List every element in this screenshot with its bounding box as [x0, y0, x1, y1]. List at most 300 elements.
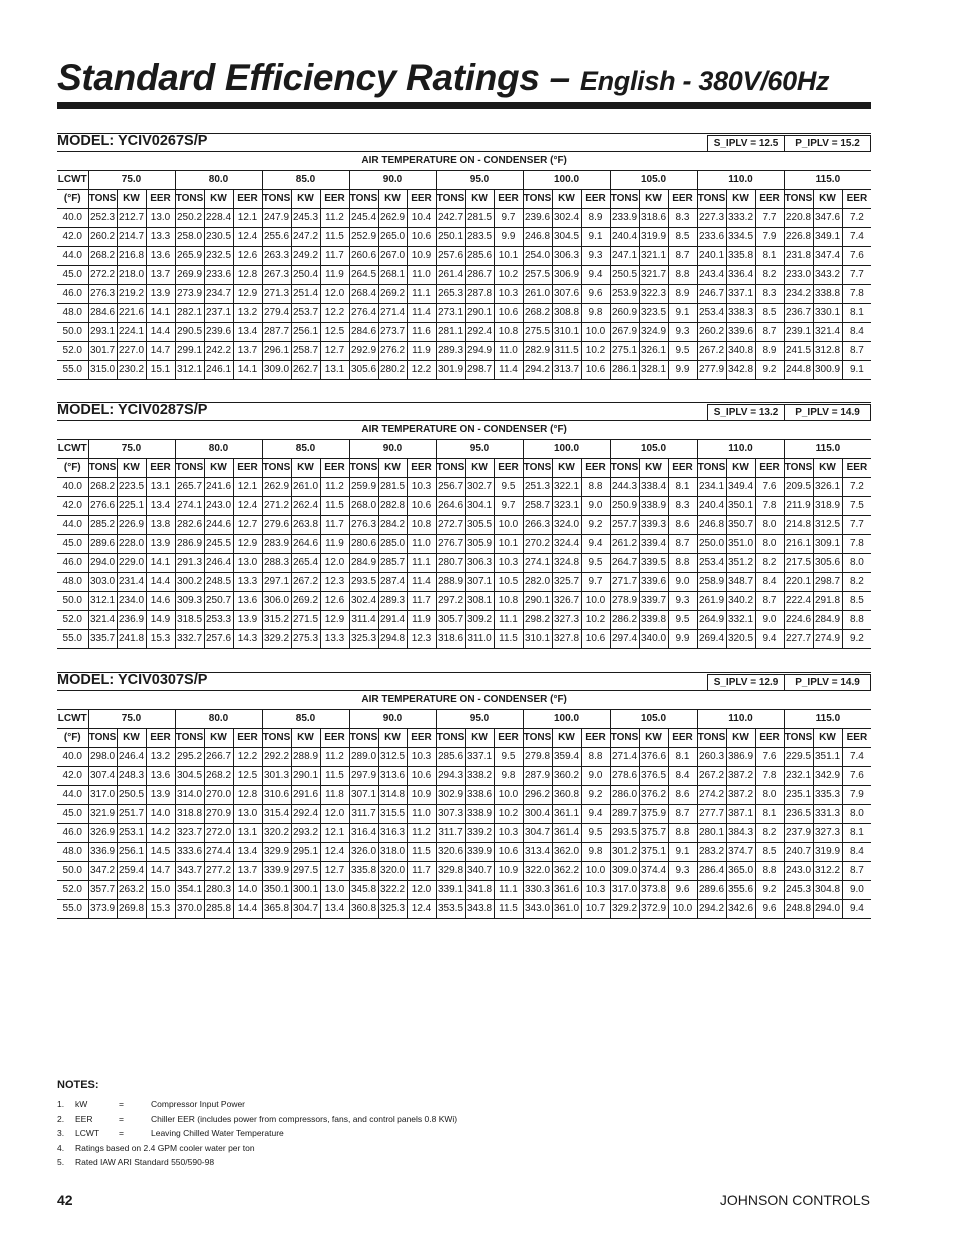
- rating-cell: 335.3: [813, 786, 842, 805]
- rating-cell: 293.2: [291, 824, 320, 843]
- rating-cell: 327.3: [552, 611, 581, 630]
- rating-cell: 12.4: [407, 900, 436, 919]
- rating-cell: 11.5: [407, 843, 436, 862]
- rating-cell: 7.7: [842, 516, 871, 535]
- rating-cell: 286.4: [697, 862, 726, 881]
- rating-cell: 10.1: [494, 247, 523, 266]
- rating-cell: 311.7: [436, 824, 465, 843]
- lcwt-cell: 48.0: [57, 573, 88, 592]
- rating-cell: 252.3: [88, 209, 117, 228]
- rating-cell: 286.9: [175, 535, 204, 554]
- rating-cell: 236.7: [784, 304, 813, 323]
- lcwt-cell: 50.0: [57, 592, 88, 611]
- rating-cell: 9.4: [581, 805, 610, 824]
- rating-cell: 10.6: [407, 228, 436, 247]
- rating-cell: 8.7: [668, 247, 697, 266]
- rating-cell: 318.8: [175, 805, 204, 824]
- rating-cell: 269.8: [117, 900, 146, 919]
- unit-header: (°F): [57, 729, 88, 748]
- rating-cell: 8.0: [755, 516, 784, 535]
- rating-cell: 294.9: [465, 342, 494, 361]
- rating-cell: 13.0: [146, 209, 175, 228]
- rating-cell: 8.1: [755, 247, 784, 266]
- rating-cell: 290.5: [175, 323, 204, 342]
- rating-cell: 287.8: [465, 285, 494, 304]
- rating-cell: 267.2: [291, 573, 320, 592]
- rating-cell: 8.7: [668, 535, 697, 554]
- rating-cell: 276.2: [378, 342, 407, 361]
- rating-cell: 289.6: [88, 535, 117, 554]
- rating-cell: 365.8: [262, 900, 291, 919]
- rating-cell: 318.6: [639, 209, 668, 228]
- sub-column-header: TONS: [523, 729, 552, 748]
- air-temp-column-header: 110.0: [697, 171, 784, 190]
- rating-cell: 13.6: [146, 247, 175, 266]
- rating-cell: 9.5: [668, 611, 697, 630]
- air-temp-column-header: 80.0: [175, 710, 262, 729]
- rating-cell: 15.0: [146, 881, 175, 900]
- ratings-table: [57, 151, 871, 380]
- rating-cell: 308.1: [465, 592, 494, 611]
- rating-cell: 251.3: [523, 478, 552, 497]
- rating-cell: 226.8: [784, 228, 813, 247]
- rating-cell: 217.5: [784, 554, 813, 573]
- rating-cell: 269.2: [291, 592, 320, 611]
- rating-cell: 9.5: [581, 554, 610, 573]
- rating-cell: 325.3: [349, 630, 378, 649]
- rating-cell: 256.7: [436, 478, 465, 497]
- air-temp-column-header: 105.0: [610, 440, 697, 459]
- sub-column-header: EER: [755, 459, 784, 478]
- sub-column-header: TONS: [175, 190, 204, 209]
- sub-column-header: TONS: [349, 459, 378, 478]
- rating-cell: 9.6: [581, 285, 610, 304]
- unit-header-row: [57, 459, 871, 478]
- lcwt-cell: 46.0: [57, 554, 88, 573]
- note-item: [57, 1112, 457, 1127]
- sub-column-header: EER: [755, 729, 784, 748]
- rating-cell: 267.0: [378, 247, 407, 266]
- rating-cell: 297.2: [436, 592, 465, 611]
- rating-cell: 250.1: [436, 228, 465, 247]
- rating-cell: 338.2: [465, 767, 494, 786]
- rating-cell: 280.6: [349, 535, 378, 554]
- rating-cell: 8.1: [668, 478, 697, 497]
- rating-cell: 285.6: [436, 748, 465, 767]
- rating-cell: 14.1: [146, 554, 175, 573]
- rating-cell: 264.6: [436, 497, 465, 516]
- note-abbreviation: LCWT: [75, 1128, 100, 1138]
- rating-cell: 9.3: [668, 323, 697, 342]
- rating-cell: 11.5: [320, 767, 349, 786]
- rating-cell: 266.7: [204, 748, 233, 767]
- p-iplv-value: P_IPLV = 14.9: [785, 674, 871, 690]
- air-temp-column-header: 110.0: [697, 440, 784, 459]
- air-temp-column-header: 80.0: [175, 171, 262, 190]
- sub-column-header: KW: [378, 190, 407, 209]
- p-iplv-value: P_IPLV = 14.9: [785, 404, 871, 420]
- sub-column-header: TONS: [784, 190, 813, 209]
- sub-column-header: KW: [552, 190, 581, 209]
- rating-cell: 291.4: [378, 611, 407, 630]
- rating-cell: 12.9: [233, 285, 262, 304]
- sub-column-header: TONS: [88, 729, 117, 748]
- rating-cell: 287.7: [262, 323, 291, 342]
- rating-cell: 9.8: [581, 843, 610, 862]
- rating-cell: 345.8: [349, 881, 378, 900]
- sub-column-header: KW: [291, 729, 320, 748]
- sub-column-header: TONS: [262, 190, 291, 209]
- model-header: [57, 133, 871, 151]
- rating-cell: 7.8: [842, 535, 871, 554]
- rating-cell: 339.9: [465, 843, 494, 862]
- rating-cell: 277.7: [697, 805, 726, 824]
- rating-cell: 259.9: [349, 478, 378, 497]
- rating-cell: 278.6: [610, 767, 639, 786]
- note-item: [57, 1141, 457, 1156]
- rating-cell: 9.0: [581, 767, 610, 786]
- rating-cell: 261.0: [523, 285, 552, 304]
- rating-cell: 231.8: [784, 247, 813, 266]
- rating-cell: 14.0: [233, 881, 262, 900]
- note-number: 5.: [57, 1157, 65, 1167]
- table-row: [57, 497, 871, 516]
- sub-column-header: KW: [813, 729, 842, 748]
- unit-header-row: [57, 729, 871, 748]
- rating-cell: 9.2: [581, 516, 610, 535]
- rating-cell: 13.1: [146, 478, 175, 497]
- rating-cell: 324.8: [552, 554, 581, 573]
- rating-cell: 351.2: [726, 554, 755, 573]
- rating-cell: 350.1: [726, 497, 755, 516]
- rating-cell: 343.8: [465, 900, 494, 919]
- rating-cell: 349.1: [813, 228, 842, 247]
- rating-cell: 305.6: [349, 361, 378, 380]
- rating-cell: 8.0: [842, 805, 871, 824]
- rating-cell: 10.3: [494, 554, 523, 573]
- rating-cell: 326.1: [639, 342, 668, 361]
- rating-cell: 291.8: [813, 592, 842, 611]
- rating-cell: 8.8: [668, 824, 697, 843]
- rating-cell: 9.1: [668, 304, 697, 323]
- rating-cell: 340.7: [465, 862, 494, 881]
- rating-cell: 301.3: [262, 767, 291, 786]
- rating-cell: 8.8: [668, 266, 697, 285]
- rating-cell: 311.5: [552, 342, 581, 361]
- rating-cell: 276.7: [436, 535, 465, 554]
- model-header: [57, 402, 871, 420]
- rating-cell: 247.2: [291, 228, 320, 247]
- rating-cell: 339.2: [465, 824, 494, 843]
- rating-cell: 11.7: [320, 247, 349, 266]
- rating-cell: 248.3: [117, 767, 146, 786]
- rating-cell: 10.3: [494, 824, 523, 843]
- rating-cell: 11.9: [407, 342, 436, 361]
- rating-cell: 9.6: [668, 881, 697, 900]
- rating-cell: 12.6: [233, 247, 262, 266]
- rating-cell: 11.9: [407, 611, 436, 630]
- rating-cell: 280.2: [378, 361, 407, 380]
- sub-column-header: EER: [494, 459, 523, 478]
- rating-cell: 257.6: [436, 247, 465, 266]
- rating-cell: 316.4: [349, 824, 378, 843]
- rating-cell: 250.4: [291, 266, 320, 285]
- rating-cell: 300.4: [523, 805, 552, 824]
- rating-cell: 271.4: [610, 748, 639, 767]
- lcwt-cell: 40.0: [57, 209, 88, 228]
- rating-cell: 280.7: [436, 554, 465, 573]
- table-row: [57, 285, 871, 304]
- rating-cell: 219.2: [117, 285, 146, 304]
- rating-cell: 246.7: [697, 285, 726, 304]
- air-temp-column-header: 90.0: [349, 710, 436, 729]
- rating-cell: 313.6: [378, 767, 407, 786]
- rating-cell: 293.1: [88, 323, 117, 342]
- rating-cell: 262.9: [378, 209, 407, 228]
- p-iplv-value: P_IPLV = 15.2: [785, 135, 871, 151]
- rating-cell: 9.6: [755, 900, 784, 919]
- rating-cell: 294.2: [697, 900, 726, 919]
- air-temp-column-header: 115.0: [784, 171, 871, 190]
- rating-cell: 9.4: [581, 535, 610, 554]
- sub-column-header: EER: [233, 729, 262, 748]
- sub-column-header: EER: [581, 729, 610, 748]
- rating-cell: 234.0: [117, 592, 146, 611]
- rating-cell: 250.5: [610, 266, 639, 285]
- rating-cell: 11.5: [494, 630, 523, 649]
- rating-cell: 14.6: [146, 592, 175, 611]
- sub-column-header: KW: [465, 729, 494, 748]
- rating-cell: 13.1: [320, 361, 349, 380]
- rating-cell: 14.4: [146, 323, 175, 342]
- rating-cell: 283.2: [697, 843, 726, 862]
- rating-cell: 9.0: [842, 881, 871, 900]
- rating-cell: 258.9: [697, 573, 726, 592]
- rating-cell: 290.1: [465, 304, 494, 323]
- lcwt-cell: 40.0: [57, 478, 88, 497]
- rating-cell: 9.4: [755, 630, 784, 649]
- rating-cell: 228.4: [204, 209, 233, 228]
- rating-cell: 244.3: [610, 478, 639, 497]
- rating-cell: 274.1: [523, 554, 552, 573]
- rating-cell: 370.0: [175, 900, 204, 919]
- rating-cell: 13.4: [146, 497, 175, 516]
- rating-cell: 216.8: [117, 247, 146, 266]
- sub-column-header: TONS: [436, 459, 465, 478]
- rating-cell: 10.6: [407, 497, 436, 516]
- sub-column-header: TONS: [262, 729, 291, 748]
- rating-cell: 10.4: [407, 209, 436, 228]
- rating-cell: 260.9: [610, 304, 639, 323]
- lcwt-header: LCWT: [57, 710, 88, 729]
- rating-cell: 286.7: [465, 266, 494, 285]
- rating-cell: 333.2: [726, 209, 755, 228]
- rating-cell: 309.1: [813, 535, 842, 554]
- rating-cell: 212.7: [117, 209, 146, 228]
- rating-cell: 310.6: [262, 786, 291, 805]
- rating-cell: 248.5: [204, 573, 233, 592]
- sub-column-header: KW: [204, 459, 233, 478]
- lcwt-cell: 44.0: [57, 516, 88, 535]
- page-title-main: Standard Efficiency Ratings –: [57, 57, 580, 98]
- rating-cell: 360.8: [552, 786, 581, 805]
- rating-cell: 14.1: [146, 304, 175, 323]
- rating-cell: 329.2: [262, 630, 291, 649]
- rating-cell: 7.2: [842, 209, 871, 228]
- rating-cell: 274.2: [697, 786, 726, 805]
- rating-cell: 325.3: [378, 900, 407, 919]
- rating-cell: 315.4: [262, 805, 291, 824]
- table-row: [57, 805, 871, 824]
- sub-column-header: TONS: [88, 459, 117, 478]
- rating-cell: 279.4: [262, 304, 291, 323]
- table-row: [57, 478, 871, 497]
- sub-column-header: KW: [552, 729, 581, 748]
- lcwt-header: LCWT: [57, 440, 88, 459]
- rating-cell: 11.6: [407, 323, 436, 342]
- note-item: [57, 1097, 457, 1112]
- rating-cell: 276.6: [88, 497, 117, 516]
- rating-cell: 257.7: [610, 516, 639, 535]
- air-temp-column-header: 75.0: [88, 710, 175, 729]
- lcwt-cell: 55.0: [57, 900, 88, 919]
- rating-cell: 252.9: [349, 228, 378, 247]
- rating-cell: 7.9: [842, 786, 871, 805]
- sub-column-header: EER: [668, 190, 697, 209]
- rating-cell: 8.2: [755, 266, 784, 285]
- sub-column-header: KW: [726, 190, 755, 209]
- lcwt-cell: 45.0: [57, 266, 88, 285]
- rating-cell: 9.1: [668, 843, 697, 862]
- air-temp-header-row: [57, 691, 871, 710]
- rating-cell: 264.7: [610, 554, 639, 573]
- rating-cell: 292.2: [262, 748, 291, 767]
- rating-cell: 268.4: [349, 285, 378, 304]
- rating-cell: 337.1: [465, 748, 494, 767]
- unit-header: (°F): [57, 190, 88, 209]
- rating-cell: 214.8: [784, 516, 813, 535]
- rating-cell: 249.2: [291, 247, 320, 266]
- rating-cell: 321.7: [639, 266, 668, 285]
- rating-cell: 243.0: [784, 862, 813, 881]
- air-temp-header-row: [57, 421, 871, 440]
- air-temp-column-header: 80.0: [175, 440, 262, 459]
- rating-cell: 336.9: [88, 843, 117, 862]
- rating-cell: 8.2: [755, 824, 784, 843]
- note-equals: =: [119, 1128, 124, 1138]
- rating-cell: 8.5: [842, 592, 871, 611]
- rating-cell: 231.4: [117, 573, 146, 592]
- rating-cell: 227.3: [697, 209, 726, 228]
- rating-cell: 13.7: [233, 862, 262, 881]
- sub-column-header: EER: [407, 729, 436, 748]
- rating-cell: 298.0: [88, 748, 117, 767]
- rating-cell: 10.8: [407, 516, 436, 535]
- rating-cell: 319.9: [813, 843, 842, 862]
- rating-cell: 11.9: [320, 266, 349, 285]
- rating-cell: 267.2: [697, 767, 726, 786]
- rating-cell: 276.3: [349, 516, 378, 535]
- rating-cell: 307.3: [436, 805, 465, 824]
- rating-cell: 343.7: [175, 862, 204, 881]
- rating-cell: 336.4: [726, 266, 755, 285]
- table-row: [57, 342, 871, 361]
- rating-cell: 254.0: [523, 247, 552, 266]
- rating-cell: 338.3: [726, 304, 755, 323]
- rating-cell: 304.5: [552, 228, 581, 247]
- ratings-table: [57, 420, 871, 649]
- page-title-sub: English - 380V/60Hz: [579, 66, 830, 96]
- rating-cell: 12.3: [320, 573, 349, 592]
- note-text: Compressor Input Power: [151, 1099, 246, 1109]
- rating-cell: 12.1: [233, 209, 262, 228]
- sub-column-header: EER: [842, 729, 871, 748]
- rating-cell: 261.2: [610, 535, 639, 554]
- sub-column-header: EER: [842, 190, 871, 209]
- rating-cell: 284.2: [378, 516, 407, 535]
- rating-cell: 8.6: [668, 786, 697, 805]
- rating-cell: 349.4: [726, 478, 755, 497]
- sub-column-header: KW: [813, 190, 842, 209]
- rating-cell: 327.8: [552, 630, 581, 649]
- rating-cell: 330.3: [523, 881, 552, 900]
- rating-cell: 11.5: [494, 900, 523, 919]
- rating-cell: 12.2: [233, 748, 262, 767]
- rating-cell: 239.1: [784, 323, 813, 342]
- sub-column-header: EER: [494, 729, 523, 748]
- air-temp-column-header: 85.0: [262, 710, 349, 729]
- rating-cell: 283.9: [262, 535, 291, 554]
- rating-cell: 324.9: [639, 323, 668, 342]
- rating-cell: 11.4: [407, 573, 436, 592]
- table-row: [57, 323, 871, 342]
- rating-cell: 9.0: [668, 573, 697, 592]
- rating-cell: 11.2: [320, 748, 349, 767]
- rating-cell: 227.7: [784, 630, 813, 649]
- rating-cell: 10.6: [581, 630, 610, 649]
- rating-cell: 290.1: [291, 767, 320, 786]
- rating-cell: 267.9: [610, 323, 639, 342]
- rating-cell: 294.0: [813, 900, 842, 919]
- rating-cell: 13.2: [146, 748, 175, 767]
- rating-cell: 312.5: [813, 516, 842, 535]
- rating-cell: 11.0: [407, 535, 436, 554]
- rating-cell: 263.3: [262, 247, 291, 266]
- rating-cell: 245.4: [349, 209, 378, 228]
- rating-cell: 311.7: [349, 805, 378, 824]
- rating-cell: 12.0: [320, 554, 349, 573]
- air-temp-column-header: 75.0: [88, 171, 175, 190]
- rating-cell: 9.3: [668, 862, 697, 881]
- rating-cell: 13.9: [146, 786, 175, 805]
- table-row: [57, 266, 871, 285]
- rating-cell: 267.3: [262, 266, 291, 285]
- rating-cell: 351.1: [813, 748, 842, 767]
- air-temp-header-row: [57, 152, 871, 171]
- air-temp-header: AIR TEMPERATURE ON - CONDENSER (°F): [57, 421, 871, 440]
- rating-cell: 340.2: [726, 592, 755, 611]
- rating-cell: 307.6: [552, 285, 581, 304]
- rating-cell: 323.1: [552, 497, 581, 516]
- ratings-table: [57, 690, 871, 919]
- note-number: 4.: [57, 1142, 65, 1153]
- rating-cell: 239.6: [204, 323, 233, 342]
- rating-cell: 15.3: [146, 900, 175, 919]
- rating-cell: 294.8: [378, 630, 407, 649]
- sub-column-header: KW: [465, 190, 494, 209]
- sub-column-header: EER: [233, 459, 262, 478]
- rating-cell: 12.7: [233, 516, 262, 535]
